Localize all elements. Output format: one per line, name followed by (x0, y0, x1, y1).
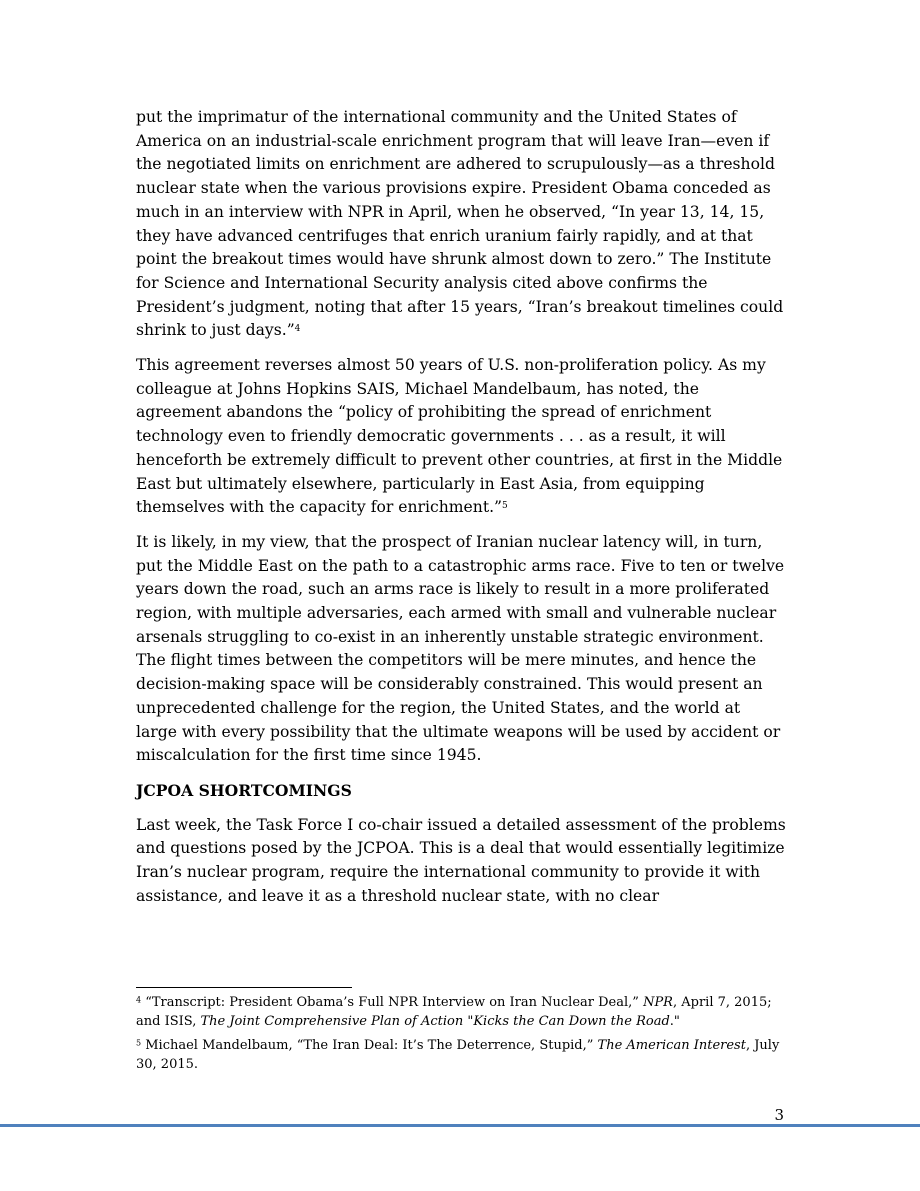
section-heading: JCPOA SHORTCOMINGS (136, 780, 352, 800)
paragraph-3: It is likely, in my view, that the prospect of Iranian nuclear latency will, in turn, put the Middle East on the path to a catastrophic arms race. Five to ten or twelve years down the road, such an arms race is likely to result in a more proliferated region, with multiple adversaries, each armed with small and vulnerable nuclear arsenals struggling to co-exist in an inherently unstable strategic environment. The flight times between the competitors will be mere minutes, and hence the decision-making space will be considerably constrained. This would present an unprecedented challenge for the region, the United States, and the world at large with every possibility that the ultimate weapons will be used by accident or miscalculation for the first time since 1945. (136, 532, 785, 765)
footnote-ref-4[interactable]: 4 (294, 324, 301, 335)
paragraph-1: put the imprimatur of the international community and the United States of America on an industrial-scale enrichment program that will leave Iran—even if the negotiated limits on enrichment are adhered to scrupulously—as a threshold nuclear state when the various provisions expire. President Obama conceded as much in an interview with NPR in April, when he observed, “In year 13, 14, 15, they have advanced centrifuges that enrich uranium fairly rapidly, and at that point the breakout times would have shrunk almost down to zero.” The Institute for Science and International Security analysis cited above confirms the President’s judgment, noting that after 15 years, “Iran’s breakout timelines could shrink to just days.”$^4$ (136, 108, 784, 340)
footnote-5: $^5$ Michael Mandelbaum, “The Iran Deal: It’s The Deterrence, Stupid,” The American Interest, July 30, 2015. (136, 1038, 780, 1072)
footer-rule (0, 1124, 920, 1127)
footnote-ref-5[interactable]: 5 (502, 501, 508, 512)
page-number: 3 (774, 1106, 784, 1124)
paragraph-2: This agreement reverses almost 50 years of U.S. non-proliferation policy. As my colleague at Johns Hopkins SAIS, Michael Mandelbaum, has noted, the agreement abandons the “policy of prohibiting the spread of enrichment technology even to friendly democratic governments . . . as a result, it will henceforth be extremely difficult to prevent other countries, at first in the Middle East but ultimately elsewhere, particularly in East Asia, from equipping themselves with the capacity for enrichment.”$^5$ (136, 356, 783, 517)
footnote-4: $^4$ “Transcript: President Obama’s Full NPR Interview on Iran Nuclear Deal,” NPR, April 7, 2015; and ISIS, The Joint Comprehensive Plan of Action "Kicks the Can Down the Road." (136, 995, 772, 1029)
footnote-separator (136, 987, 352, 988)
paragraph-4: Last week, the Task Force I co-chair issued a detailed assessment of the problems and questions posed by the JCPOA. This is a deal that would essentially legitimize Iran’s nuclear program, require the international community to provide it with assistance, and leave it as a threshold nuclear state, with no clear (136, 815, 786, 905)
body-text (136, 106, 786, 920)
footnotes (136, 994, 786, 1080)
